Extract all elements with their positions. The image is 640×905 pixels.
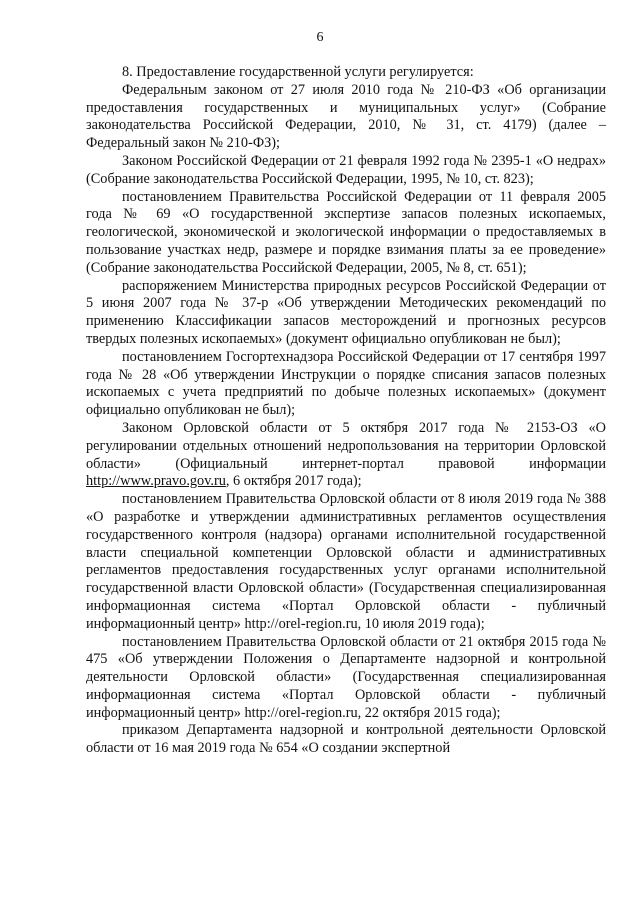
paragraph-ministry-order-37r: распоряжением Министерства природных ресурсов Российской Федерации от 5 июня 2007 года № 37-р «Об утверждении Методических рекомендаций по применению Классификации запасов месторождений и прогнозных ресурсов твердых полезных ископаемых» (документ официально опубликован не был); [86, 277, 606, 347]
document-body [86, 64, 606, 758]
paragraph-law-on-subsoil: Законом Российской Федерации от 21 февраля 1992 года № 2395-1 «О недрах» (Собрание законодательства Российской Федерации, 1995, № 10, ст. 823); [86, 152, 606, 187]
paragraph-section-8-heading: 8. Предоставление государственной услуги регулируется: [122, 64, 474, 80]
paragraph-oryol-resolution-388: постановлением Правительства Орловской области от 8 июля 2019 года № 388 «О разработке и утверждении административных регламентов осуществления государственного контроля (надзора) органами исполнительной государственной власти специальной компетенции Орловской области и административных регламентов предоставления государственных услуг органами исполнительной государственной власти Орловской области» (Государственная специализированная информационная система «Портал Орловской области - публичный информационный центр» http://orel-region.ru, 10 июля 2019 года); [86, 491, 606, 632]
pravo-gov-link[interactable]: http://www.pravo.gov.ru [86, 473, 226, 490]
page-number: 6 [316, 30, 324, 45]
paragraph-department-order-654: приказом Департамента надзорной и контрольной деятельности Орловской области от 16 мая 2019 года № 654 «О создании экспертной [86, 722, 606, 757]
paragraph-government-resolution-69: постановлением Правительства Российской Федерации от 11 февраля 2005 года № 69 «О государственной экспертизе запасов полезных ископаемых, геологической, экономической и экологической информации о предоставляемых в пользование участках недр, размере и порядке взимания платы за ее проведение» (Собрание законодательства Российской Федерации, 2005, № 8, ст. 651); [86, 188, 606, 276]
paragraph-text-before-link: Законом Орловской области от 5 октября 2017 года № 2153-ОЗ «О регулировании отдельных отношений недропользования на территории Орловской области» (Официальный интернет-портал правовой информации [86, 419, 606, 472]
paragraph-federal-law-210: Федеральным законом от 27 июля 2010 года № 210-ФЗ «Об организации предоставления государственных и муниципальных услуг» (Собрание законодательства Российской Федерации, 2010, № 31, ст. 4179) (далее – Федеральный закон № 210-ФЗ); [86, 81, 606, 152]
paragraph-gosgortekhnadzor-resolution-28: постановлением Госгортехнадзора Российской Федерации от 17 сентября 1997 года № 28 «Об утверждении Инструкции о порядке списания запасов полезных ископаемых с учета предприятий по добыче полезных ископаемых» (документ официально опубликован не был); [86, 348, 606, 419]
paragraph-oryol-resolution-475: постановлением Правительства Орловской области от 21 октября 2015 года № 475 «Об утверждении Положения о Департаменте надзорной и контрольной деятельности Орловской области» (Государственная специализированная информационная система «Портал Орловской области - публичный информационный центр» http://orel-region.ru, 22 октября 2015 года); [86, 633, 606, 721]
paragraph-text-after-link: , 6 октября 2017 года); [225, 473, 362, 490]
paragraph-oryol-law-2153 [86, 420, 606, 491]
